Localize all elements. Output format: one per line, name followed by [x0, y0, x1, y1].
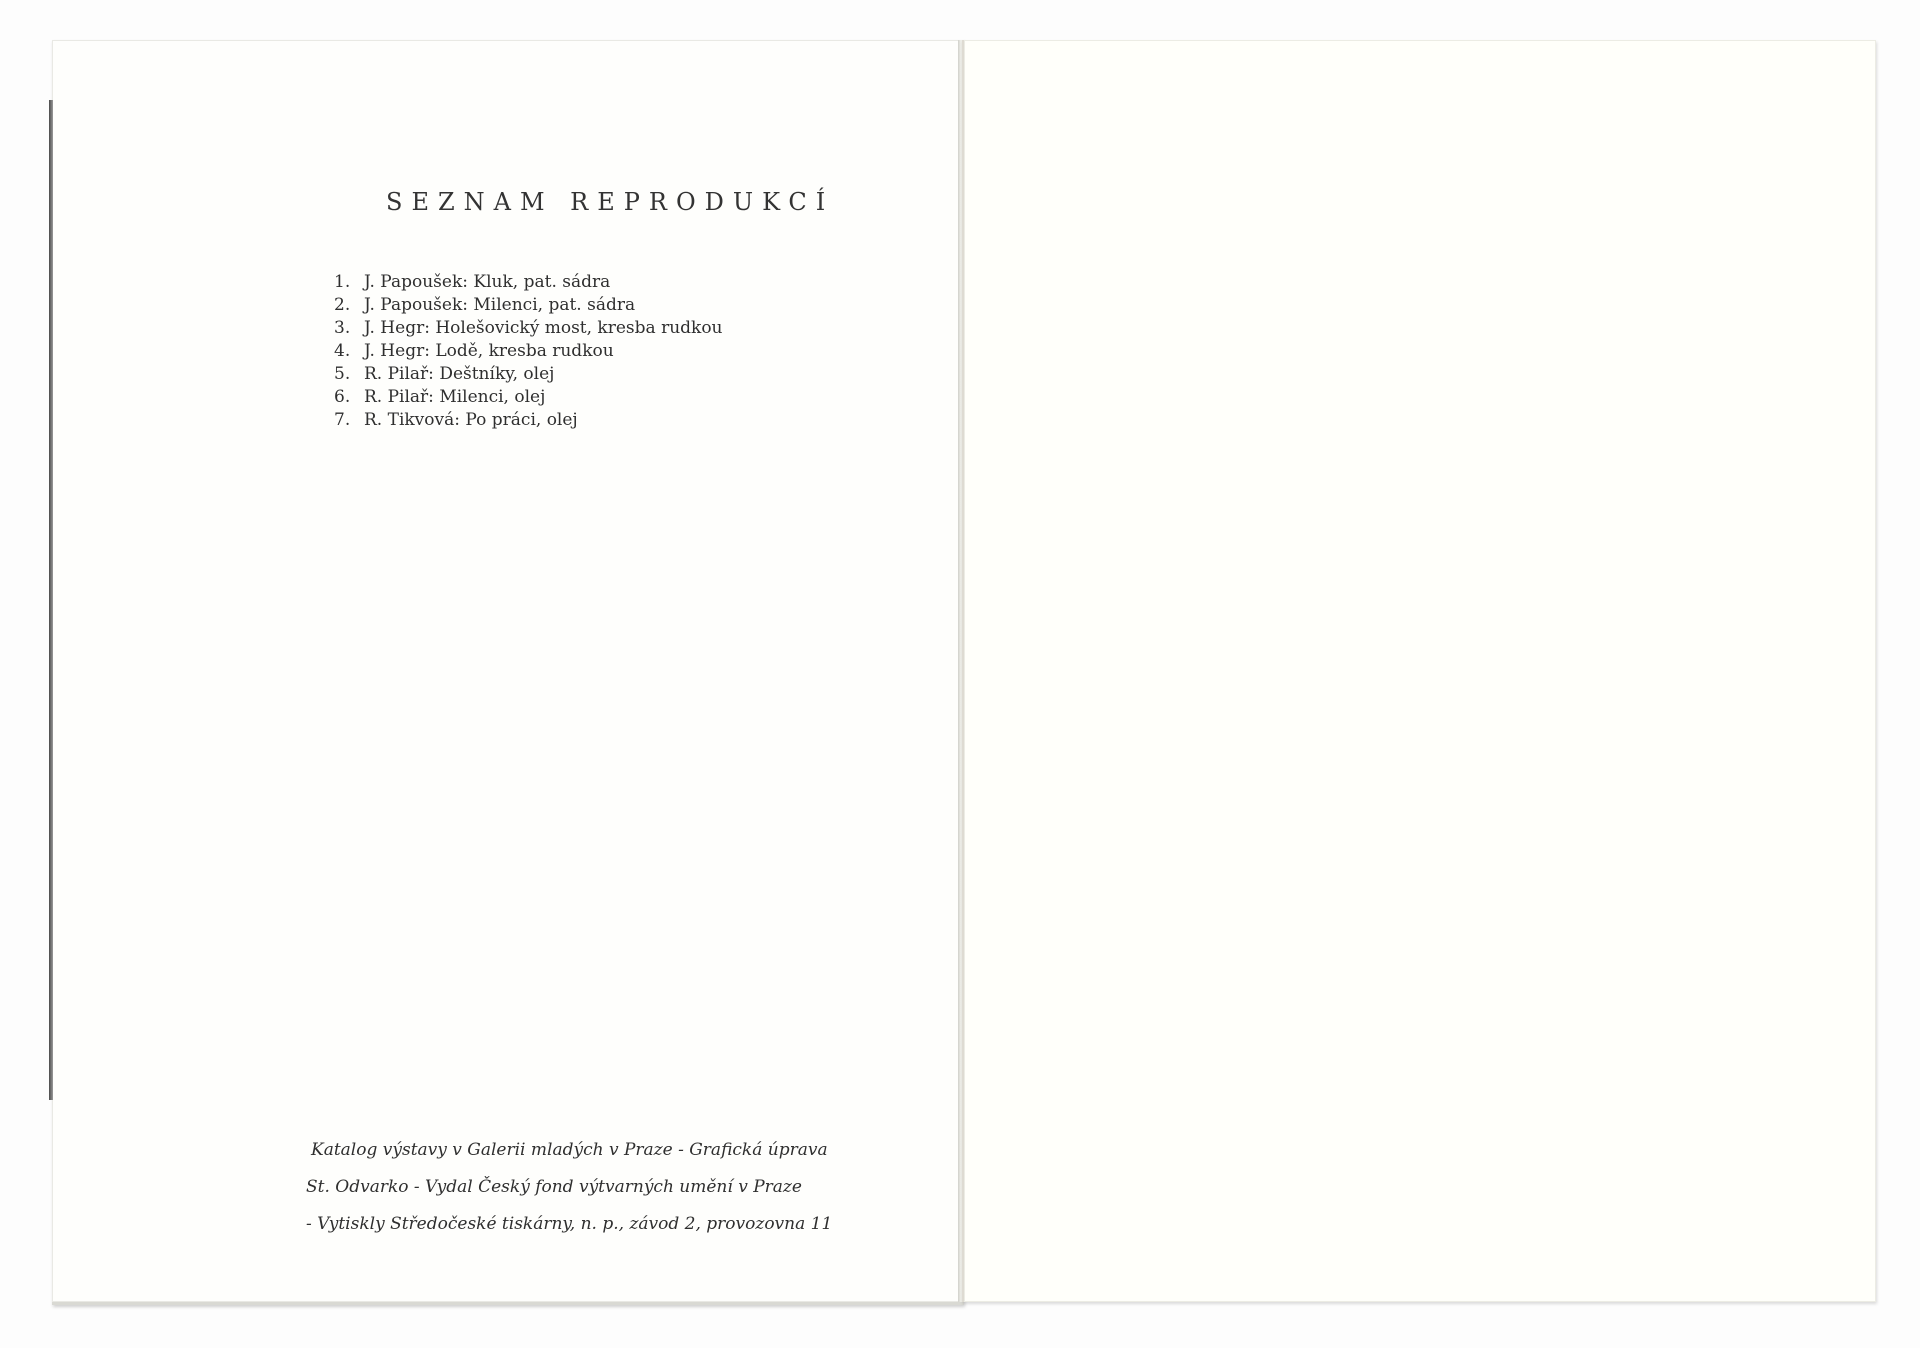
item-text: R. Tikvová: Po práci, olej — [364, 410, 578, 430]
item-text: R. Pilař: Milenci, olej — [364, 387, 546, 407]
list-item — [334, 294, 723, 317]
list-item — [334, 271, 723, 294]
item-number: 7. — [334, 410, 351, 430]
item-text: R. Pilař: Deštníky, olej — [364, 364, 555, 384]
colophon-line: Katalog výstavy v Galerii mladých v Praze - Grafická úprava — [311, 1140, 828, 1160]
colophon-line: - Vytiskly Středočeské tiskárny, n. p., závod 2, provozovna 11 — [306, 1214, 833, 1234]
page-heading: SEZNAM REPRODUKCÍ — [386, 188, 835, 216]
item-number: 5. — [334, 364, 351, 384]
colophon — [306, 1132, 866, 1243]
reproductions-list — [334, 271, 723, 432]
item-text: J. Papoušek: Milenci, pat. sádra — [364, 295, 636, 315]
item-number: 3. — [334, 318, 351, 338]
cover-edge — [49, 100, 53, 1100]
list-item — [334, 409, 723, 432]
list-item — [334, 363, 723, 386]
item-text: J. Papoušek: Kluk, pat. sádra — [364, 272, 611, 292]
item-number: 6. — [334, 387, 351, 407]
list-item — [334, 317, 723, 340]
list-item — [334, 386, 723, 409]
item-number: 1. — [334, 272, 351, 292]
item-text: J. Hegr: Holešovický most, kresba rudkou — [364, 318, 723, 338]
list-item — [334, 340, 723, 363]
item-number: 2. — [334, 295, 351, 315]
item-number: 4. — [334, 341, 351, 361]
right-page — [962, 40, 1876, 1302]
left-page — [52, 40, 964, 1305]
item-text: J. Hegr: Lodě, kresba rudkou — [364, 341, 614, 361]
colophon-line: St. Odvarko - Vydal Český fond výtvarných umění v Praze — [306, 1177, 802, 1197]
